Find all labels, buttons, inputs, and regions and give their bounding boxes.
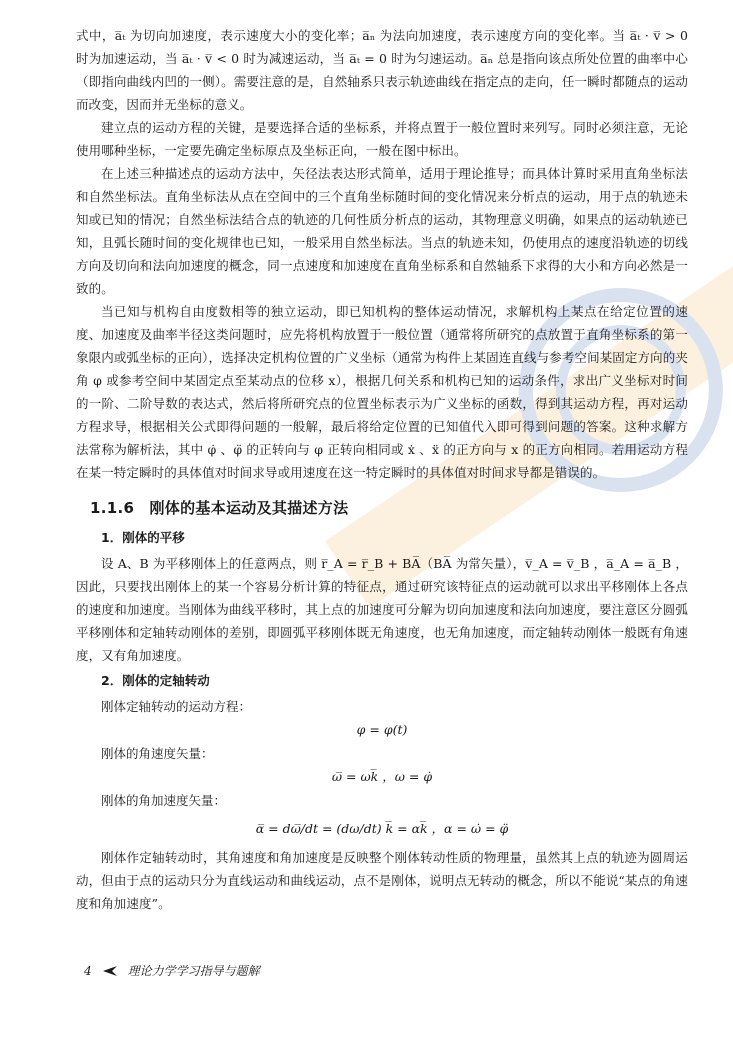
section-heading: 1.1.6 刚体的基本运动及其描述方法 xyxy=(90,499,349,517)
equation-angular-velocity: ω̅ = ωk̅ ，ω = φ̇ xyxy=(331,769,433,784)
page-footer xyxy=(84,962,260,979)
label-angular-velocity: 刚体的角速度矢量： xyxy=(101,746,214,761)
paragraph-three-methods: 在上述三种描述点的运动方法中，矢径法表达形式简单，适用于理论推导；而具体计算时采用直角坐标法和自然坐标法。直角坐标法从点在空间中的三个直角坐标随时间的变化情况来分析点的运动，用于点的轨迹未知或已知的情况；自然坐标法结合点的轨迹的几何性质分析点的运动，其物理意义明确，如果点的运动轨迹已知，且弧长随时间的变化规律也已知，一般采用自然坐标法。当点的轨迹未知，仍使用点的速度沿轨迹的切线方向及切向和法向加速度的概念，同一点速度和加速度在直角坐标系和自然轴系下求得的大小和方向必然是一致的。 xyxy=(76,166,688,296)
page-content xyxy=(76,24,688,915)
paragraph-coordinate-system: 建立点的运动方程的关键，是要选择合适的坐标系，并将点置于一般位置时来列写。同时必须注意，无论使用哪种坐标，一定要先确定坐标原点及坐标正向，一般在图中标出。 xyxy=(76,120,688,158)
paragraph-rotation-note: 刚体作定轴转动时，其角速度和角加速度是反映整个刚体转动性质的物理量，虽然其上点的轨迹为圆周运动，但由于点的运动只分为直线运动和曲线运动，点不是刚体，说明点无转动的概念，所以不能说“某点的角速度和角加速度”。 xyxy=(76,850,688,911)
subsection-fixed-axis-rotation: 2．刚体的定轴转动 xyxy=(101,673,210,688)
page-number: 4 xyxy=(84,963,92,978)
paragraph-analytic-method: 当已知与机构自由度数相等的独立运动，即已知机构的整体运动情况，求解机构上某点在给定位置的速度、加速度及曲率半径这类问题时，应先将机构放置于一般位置（通常将所研究的点放置于直角坐标系的第一象限内或弧坐标的正向），选择决定机构位置的广义坐标（通常为构件上某固连直线与参考空间某固定方向的夹角 φ 或参考空间中某固定点至某动点的位移 x），根据几何关系和机构已知的运动条件，求出广义坐标对时间的一阶、二阶导数的表达式，然后将所研究点的位置坐标表示为广义坐标的函数，得到其运动方程，再对运动方程求导，根据相关公式即得问题的一般解，最后将给定位置的已知值代入即可得到问题的答案。这种求解方法常称为解析法，其中 φ̇ 、φ̈ 的正转向与 φ 正转向相同或 ẋ 、ẍ 的正方向与 x 的正方向相同。若用运动方程在某一特定瞬时的具体值对时间求导或用速度在这一特定瞬时的具体值对时间求导都是错误的。 xyxy=(76,304,688,480)
paragraph-translation: 设 A、B 为平移刚体上的任意两点，则 r̅_A = r̅_B + BA̅（BA̅ 为常矢量），v̅_A = v̅_B ，a̅_A = a̅_B ，因此，只要找出刚体上的某一个容易分析计算的特征点，通过研究该特征点的运动就可以求出平移刚体上各点的速度和加速度。当刚体为曲线平移时，其上点的加速度可分解为切向加速度和法向加速度，要注意区分圆弧平移刚体和定轴转动刚体的差别，即圆弧平移刚体既无角速度，也无角加速度，而定轴转动刚体一般既有角速度，又有角加速度。 xyxy=(76,556,688,663)
paragraph-tangential-normal-acceleration: 式中，a̅ₜ 为切向加速度，表示速度大小的变化率；a̅ₙ 为法向加速度，表示速度方向的变化率。当 a̅ₜ · v̅ > 0 时为加速运动，当 a̅ₜ · v̅ < 0 时为减速运动，当 a̅ₜ = 0 时为匀速运动。a̅ₙ 总是指向该点所处位置的曲率中心（即指向曲线内凹的一侧）。需要注意的是，自然轴系只表示轨迹曲线在指定点的走向，任一瞬时都随点的运动而改变，因而并无坐标的意义。 xyxy=(76,28,688,112)
label-angular-acceleration: 刚体的角加速度矢量： xyxy=(101,793,227,808)
subsection-translation: 1．刚体的平移 xyxy=(101,530,185,545)
label-rotation-equation: 刚体定轴转动的运动方程： xyxy=(101,699,252,714)
book-title: 理论力学学习指导与题解 xyxy=(127,964,260,978)
equation-angular-acceleration: α̅ = dω̅/dt = (dω/dt) k̅ = αk̅ ，α = ω̇ = φ̈ xyxy=(255,821,509,836)
equation-rotation: φ = φ(t) xyxy=(356,722,408,737)
arrow-left-icon xyxy=(102,966,118,976)
